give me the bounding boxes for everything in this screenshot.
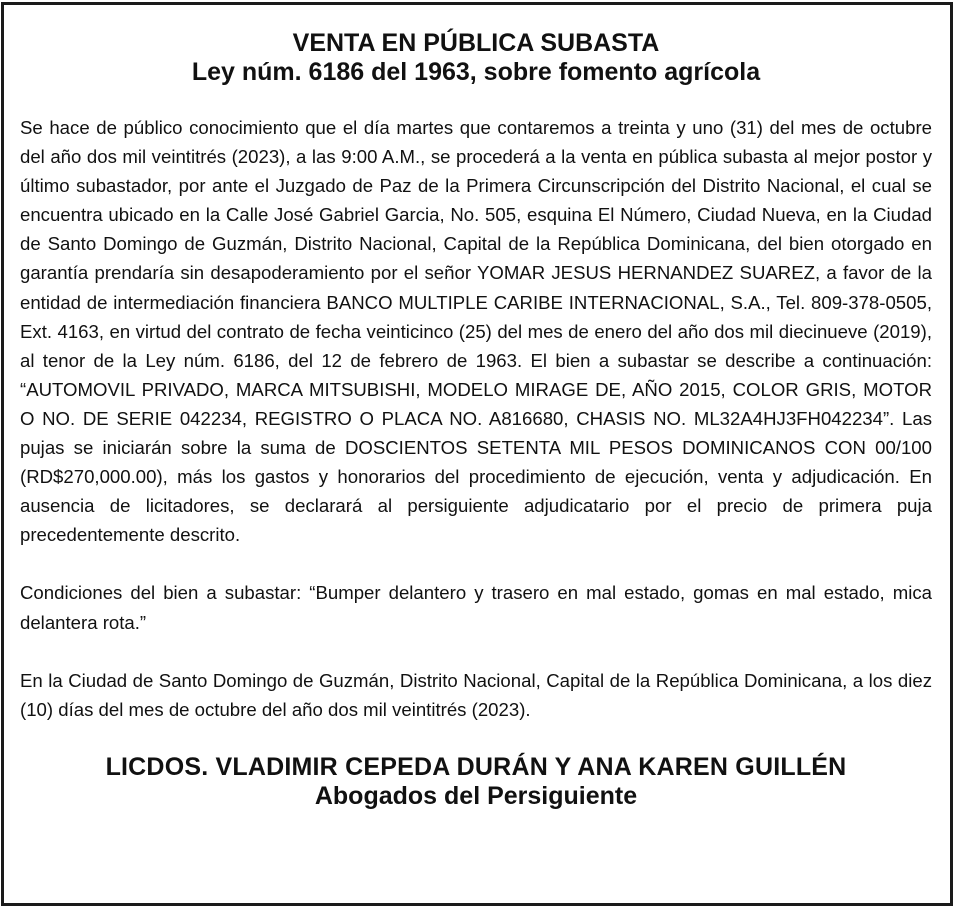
signature-block	[20, 753, 932, 811]
title-line-2: Ley núm. 6186 del 1963, sobre fomento agrícola	[191, 58, 761, 86]
notice-frame	[1, 2, 953, 906]
paragraph-conditions: Condiciones del bien a subastar: “Bumper delantero y trasero en mal estado, gomas en mal estado, mica delantera rota.”	[20, 582, 932, 633]
paragraph-date: En la Ciudad de Santo Domingo de Guzmán, Distrito Nacional, Capital de la República Dominicana, a los diez (10) días del mes de octubre del año dos mil veintitrés (2023).	[20, 669, 932, 720]
signature-name: LICDOS. VLADIMIR CEPEDA DURÁN Y ANA KAREN GUILLÉN	[105, 752, 847, 781]
signature-role: Abogados del Persiguiente	[314, 781, 638, 810]
paragraph-main: Se hace de público conocimiento que el día martes que contaremos a treinta y uno (31) del mes de octubre del año dos mil veintitrés (2023), a las 9:00 A.M., se procederá a la venta en pública subasta al mejor postor y último subastador, por ante el Juzgado de Paz de la Primera Circunscripción del Distrito Nacional, el cual se encuentra ubicado en la Calle José Gabriel Garcia, No. 505, esquina El Número, Ciudad Nueva, en la Ciudad de Santo Domingo de Guzmán, Distrito Nacional, Capital de la República Dominicana, del bien otorgado en garantía prendaría sin desapoderamiento por el señor YOMAR JESUS HERNANDEZ SUAREZ, a favor de la entidad de intermediación financiera BANCO MULTIPLE CARIBE INTERNACIONAL, S.A., Tel. 809-378-0505, Ext. 4163, en virtud del contrato de fecha veinticinco (25) del mes de enero del año dos mil diecinueve (2019), al tenor de la Ley núm. 6186, del 12 de febrero de 1963. El bien a subastar se describe a continuación: “AUTOMOVIL PRIVADO, MARCA MITSUBISHI, MODELO MIRAGE DE, AÑO 2015, COLOR GRIS, MOTOR O NO. DE SERIE 042234, REGISTRO O PLACA NO. A816680, CHASIS NO. ML32A4HJ3FH042234”. Las pujas se iniciarán sobre la suma de DOSCIENTOS SETENTA MIL PESOS DOMINICANOS CON 00/100 (RD$270,000.00), más los gastos y honorarios del procedimiento de ejecución, venta y adjudicación. En ausencia de licitadores, se declarará al persiguiente adjudicatario por el precio de primera puja precedentemente descrito.	[20, 117, 932, 546]
title-line-1: VENTA EN PÚBLICA SUBASTA	[292, 29, 660, 57]
notice-title	[20, 29, 932, 87]
notice-body	[20, 113, 932, 724]
legal-notice	[20, 29, 932, 811]
